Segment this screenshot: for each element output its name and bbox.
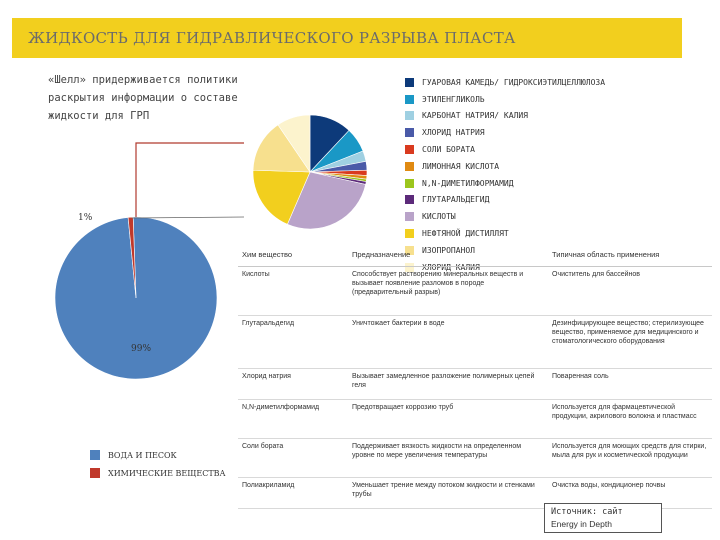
big-pie-label-1: 1% bbox=[78, 213, 93, 223]
small-pie-legend-label: ЭТИЛЕНГЛИКОЛЬ bbox=[422, 94, 485, 104]
table-cell: Дезинфицирующее вещество; стерилизующее вещество, применяемое для медицинского и стоматологического оборудования bbox=[552, 320, 704, 345]
big-pie-legend bbox=[90, 446, 226, 482]
small-pie-legend-swatch bbox=[405, 95, 414, 104]
leader-lines bbox=[132, 143, 244, 218]
table-header-cell: Хим вещество bbox=[242, 249, 293, 259]
big-pie-legend-label: ХИМИЧЕСКИЕ ВЕЩЕСТВА bbox=[108, 468, 226, 478]
small-pie-legend-item bbox=[405, 124, 605, 141]
small-pie-legend-label: КИСЛОТЫ bbox=[422, 212, 456, 222]
small-pie-legend-label: СОЛИ БОРАТА bbox=[422, 145, 475, 155]
table-cell: Уничтожает бактерии в воде bbox=[352, 320, 445, 327]
small-pie-legend-label: ГУАРОВАЯ КАМЕДЬ/ ГИДРОКСИЭТИЛЦЕЛЛЮЛОЗА bbox=[422, 77, 606, 87]
table-header-cell: Типичная область применения bbox=[552, 249, 660, 259]
small-pie-legend-swatch bbox=[405, 111, 414, 120]
small-pie-legend-item bbox=[405, 192, 605, 209]
small-pie-legend-swatch bbox=[405, 179, 414, 188]
table-cell: Предотвращает коррозию труб bbox=[352, 404, 454, 411]
small-pie-legend-item bbox=[405, 175, 605, 192]
big-pie-legend-swatch bbox=[90, 450, 100, 460]
small-pie-legend-item bbox=[405, 108, 605, 125]
table-row bbox=[238, 267, 712, 316]
table-row bbox=[238, 439, 712, 478]
table-cell: Глутаральдегид bbox=[242, 320, 295, 327]
small-pie-legend-label: НЕФТЯНОЙ ДИСТИЛЛЯТ bbox=[422, 229, 509, 239]
small-pie-legend-swatch bbox=[405, 162, 414, 171]
small-pie-legend-swatch bbox=[405, 229, 414, 238]
table-cell: Поддерживает вязкость жидкости на определенном уровне по мере увеличения температуры bbox=[352, 443, 522, 459]
table-cell: Соли бората bbox=[242, 443, 284, 450]
big-pie-legend-label: ВОДА И ПЕСОК bbox=[108, 450, 177, 460]
table-row bbox=[238, 369, 712, 400]
small-pie-legend-swatch bbox=[405, 128, 414, 137]
big-pie-legend-item bbox=[90, 464, 226, 482]
table-cell: Полиакриламид bbox=[242, 482, 295, 489]
table-row bbox=[238, 400, 712, 439]
small-pie-legend-item bbox=[405, 141, 605, 158]
table-cell: Кислоты bbox=[242, 271, 270, 278]
table-header-cell: Предназначение bbox=[352, 249, 411, 259]
table-row bbox=[238, 316, 712, 369]
small-pie-legend-item bbox=[405, 158, 605, 175]
table-cell: Хлорид натрия bbox=[242, 373, 291, 380]
table-cell: Используется для фармацевтической продукции, акрилового волокна и пластмасс bbox=[552, 404, 697, 420]
big-pie-legend-item bbox=[90, 446, 226, 464]
table-cell: Уменьшает трение между потоком жидкости и стенками трубы bbox=[352, 482, 535, 498]
leader-line-top bbox=[136, 143, 244, 217]
small-pie-legend-label: КАРБОНАТ НАТРИЯ/ КАЛИЯ bbox=[422, 111, 528, 121]
table-header-row bbox=[238, 242, 712, 267]
big-pie-legend-swatch bbox=[90, 468, 100, 478]
small-pie-legend-swatch bbox=[405, 212, 414, 221]
big-pie-chart bbox=[55, 217, 217, 379]
small-pie-legend-item bbox=[405, 225, 605, 242]
source-line-2: Energy in Depth bbox=[551, 519, 612, 529]
chemicals-table bbox=[238, 242, 712, 509]
small-pie-chart bbox=[253, 115, 367, 229]
small-pie-legend-label: ХЛОРИД КАЛИЯ bbox=[422, 262, 480, 272]
small-pie-legend-swatch bbox=[405, 145, 414, 154]
leader-line-bottom bbox=[132, 217, 244, 218]
page-title: ЖИДКОСТЬ ДЛЯ ГИДРАВЛИЧЕСКОГО РАЗРЫВА ПЛАСТА bbox=[28, 29, 516, 47]
table-cell: Используется для моющих средств для стирки, мыла для рук и косметической продукции bbox=[552, 443, 707, 459]
intro-text: «Шелл» придерживается политики раскрытия информации о составе жидкости для ГРП bbox=[48, 74, 238, 122]
small-pie-legend-label: ХЛОРИД НАТРИЯ bbox=[422, 128, 485, 138]
table-cell: Поваренная соль bbox=[552, 373, 609, 380]
small-pie-legend-swatch bbox=[405, 195, 414, 204]
table-cell: Способствует растворению минеральных веществ и вызывает появление разломов в породе (предварительный разрыв) bbox=[352, 271, 524, 296]
table-cell: Очистка воды, кондиционер почвы bbox=[552, 482, 666, 489]
small-pie-legend-item bbox=[405, 74, 605, 91]
small-pie-legend-label: ИЗОПРОПАНОЛ bbox=[422, 245, 475, 255]
table-cell: Очиститель для бассейнов bbox=[552, 271, 641, 278]
source-box bbox=[544, 503, 662, 533]
table-cell: N,N-диметилформамид bbox=[242, 404, 320, 411]
big-pie-label-99: 99% bbox=[131, 344, 152, 354]
small-pie-legend-label: ГЛУТАРАЛЬДЕГИД bbox=[422, 195, 490, 205]
small-pie-legend-item bbox=[405, 91, 605, 108]
table-cell: Вызывает замедленное разложение полимерных цепей геля bbox=[352, 373, 535, 389]
source-line-1: Источник: сайт bbox=[551, 507, 623, 517]
small-pie-legend-swatch bbox=[405, 78, 414, 87]
small-pie-legend-label: ЛИМОННАЯ КИСЛОТА bbox=[422, 161, 500, 171]
small-pie-legend-item bbox=[405, 208, 605, 225]
small-pie-legend-label: N,N-ДИМЕТИЛФОРМАМИД bbox=[422, 178, 514, 188]
